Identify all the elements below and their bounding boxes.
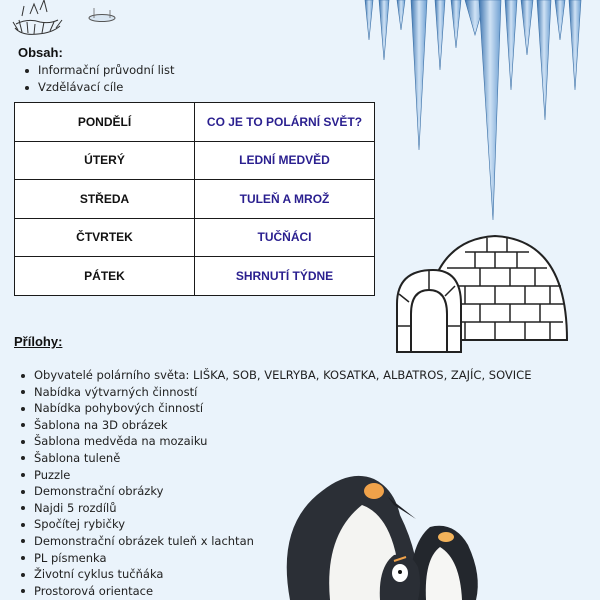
list-item: Demonstrační obrázek tuleň x lachtan bbox=[14, 533, 531, 550]
icicles-illustration bbox=[355, 0, 585, 230]
day-cell: PÁTEK bbox=[15, 257, 195, 296]
table-row bbox=[15, 218, 375, 257]
list-item: Životní cyklus tučňáka bbox=[14, 566, 531, 583]
day-cell: PONDĚLÍ bbox=[15, 103, 195, 142]
list-item: Šablona medvěda na mozaiku bbox=[14, 433, 531, 450]
list-item: Puzzle bbox=[14, 467, 531, 484]
list-item: Obyvatelé polárního světa: LIŠKA, SOB, VELRYBA, KOSATKA, ALBATROS, ZAJÍC, SOVICE bbox=[14, 367, 531, 384]
list-item: Šablona tuleně bbox=[14, 450, 531, 467]
list-item: Nabídka pohybových činností bbox=[14, 400, 531, 417]
list-item: Prostorová orientace bbox=[14, 583, 531, 600]
day-cell: STŘEDA bbox=[15, 180, 195, 219]
topic-cell: SHRNUTÍ TÝDNE bbox=[195, 257, 375, 296]
prilohy-heading: Přílohy: bbox=[14, 334, 63, 349]
day-cell: ÚTERÝ bbox=[15, 141, 195, 180]
topic-cell: CO JE TO POLÁRNÍ SVĚT? bbox=[195, 103, 375, 142]
list-item: Demonstrační obrázky bbox=[14, 483, 531, 500]
table-row bbox=[15, 257, 375, 296]
topic-cell: LEDNÍ MEDVĚD bbox=[195, 141, 375, 180]
topic-cell: TUČŇÁCI bbox=[195, 218, 375, 257]
list-item: Spočítej rybičky bbox=[14, 516, 531, 533]
list-item: Vzdělávací cíle bbox=[18, 79, 175, 96]
list-item: Šablona na 3D obrázek bbox=[14, 417, 531, 434]
table-row bbox=[15, 141, 375, 180]
day-cell: ČTVRTEK bbox=[15, 218, 195, 257]
obsah-list bbox=[18, 62, 175, 96]
obsah-heading: Obsah: bbox=[18, 45, 63, 60]
list-item: PL písmenka bbox=[14, 550, 531, 567]
nest-sketch-illustration bbox=[10, 0, 120, 40]
list-item: Najdi 5 rozdílů bbox=[14, 500, 531, 517]
list-item: Nabídka výtvarných činností bbox=[14, 384, 531, 401]
table-row bbox=[15, 180, 375, 219]
weekly-schedule-table bbox=[14, 102, 375, 296]
table-row bbox=[15, 103, 375, 142]
topic-cell: TULEŇ A MROŽ bbox=[195, 180, 375, 219]
prilohy-list bbox=[14, 367, 531, 599]
list-item: Informační průvodní list bbox=[18, 62, 175, 79]
igloo-illustration bbox=[395, 222, 575, 362]
